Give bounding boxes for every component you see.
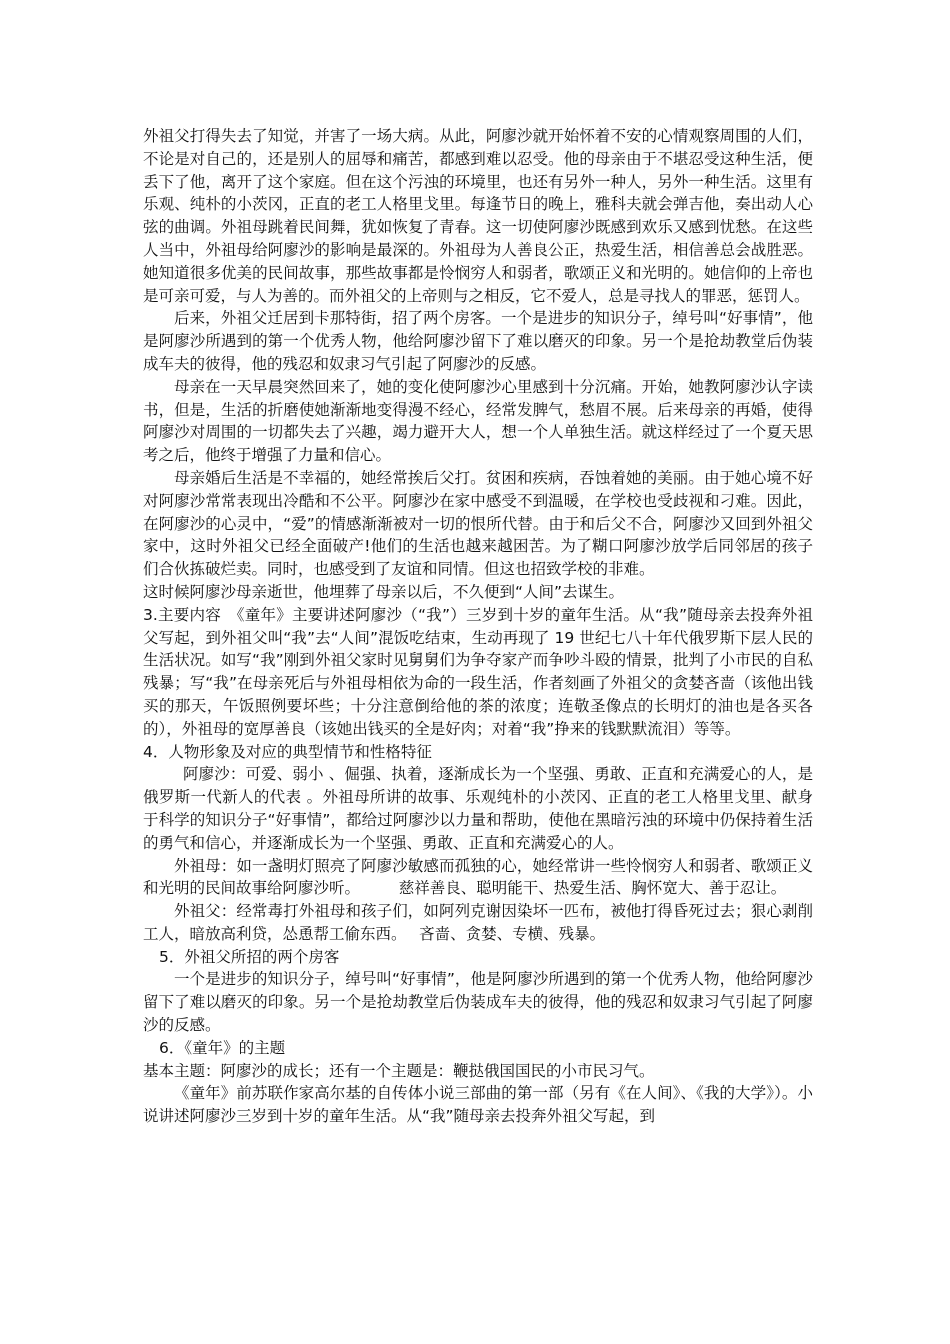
paragraph-5: 这时候阿廖沙母亲逝世，他埋葬了母亲以后，不久便到“人间”去谋生。 [143, 582, 625, 601]
section-4-heading: 4．人物形象及对应的典型情节和性格特征 [143, 742, 432, 761]
paragraph-2: 后来，外祖父迁居到卡那特街，招了两个房客。一个是进步的知识分子，绰号叫“好事情”，他是阿廖沙所遇到的第一个优秀人物，他给阿廖沙留下了难以磨灭的印象。另一个是抢劫教堂后伪装成车夫的彼得，他的残忍和奴隶习气引起了阿廖沙的反感。 [143, 309, 813, 373]
childhood-intro: 《童年》前苏联作家高尔基的自传体小说三部曲的第一部（另有《在人间》、《我的大学》）。小说讲述阿廖沙三岁到十岁的童年生活。从“我”随母亲去投奔外祖父写起，到 [143, 1084, 813, 1126]
tenants-paragraph: 一个是进步的知识分子，绰号叫“好事情”，他是阿廖沙所遇到的第一个优秀人物，他给阿廖沙留下了难以磨灭的印象。另一个是抢劫教堂后伪装成车夫的彼得，他的残忍和奴隶习气引起了阿廖沙的反感。 [143, 970, 813, 1035]
basic-theme: 基本主题：阿廖沙的成长；还有一个主题是：鞭挞俄国国民的小市民习气。 [143, 1061, 655, 1080]
paragraph-3: 母亲在一天早晨突然回来了，她的变化使阿廖沙心里感到十分沉痛。开始，她教阿廖沙认字读书，但是，生活的折磨使她渐渐地变得漫不经心，经常发脾气，愁眉不展。后来母亲的再婚，使得阿廖沙对周围的一切都失去了兴趣，竭力避开大人，想一个人单独生活。就这样经过了一个夏天思考之后，他终于增强了力量和信心。 [143, 377, 813, 465]
paragraph-1: 外祖父打得失去了知觉，并害了一场大病。从此，阿廖沙就开始怀着不安的心情观察周围的人们，不论是对自己的，还是别人的屈辱和痛苦，都感到难以忍受。他的母亲由于不堪忍受这种生活，便丢下了他，离开了这个家庭。但在这个污浊的环境里，也还有另外一种人，另外一种生活。这里有乐观、纯朴的小茨冈，正直的老工人格里戈里。每逢节日的晚上，雅科夫就会弹吉他，奏出动人心弦的曲调。外祖母跳着民间舞，犹如恢复了青春。这一切使阿廖沙既感到欢乐又感到忧愁。在这些人当中，外祖母给阿廖沙的影响是最深的。外祖母为人善良公正，热爱生活，相信善总会战胜恶。她知道很多优美的民间故事，那些故事都是怜悯穷人和弱者，歌颂正义和光明的。她信仰的上帝也是可亲可爱，与人为善的。而外祖父的上帝则与之相反，它不爱人，总是寻找人的罪恶，惩罚人。 [143, 127, 813, 305]
character-grandmother: 外祖母：如一盏明灯照亮了阿廖沙敏感而孤独的心，她经常讲一些怜悯穷人和弱者、歌颂正义和光明的民间故事给阿廖沙听。 慈祥善良、聪明能干、热爱生活、胸怀宽大、善于忍让。 [143, 856, 813, 898]
document-page [143, 125, 813, 1128]
character-grandfather: 外祖父：经常毒打外祖母和孩子们，如阿列克谢因染坏一匹布，被他打得昏死过去；狠心剥削工人，暗放高利贷，怂恿帮工偷东西。 吝啬、贪婪、专横、残暴。 [143, 902, 813, 943]
section-5-heading: 5．外祖父所招的两个房客 [159, 947, 340, 966]
character-alyosha: 阿廖沙：可爱、弱小 、倔强、执着，逐渐成长为一个坚强、勇敢、正直和充满爱心的人，是俄罗斯一代新人的代表 。外祖母所讲的故事、乐观纯朴的小茨冈、正直的老工人格里戈里、献身于科学的知识分子“好事情”，都给过阿廖沙以力量和帮助，使他在黑暗污浊的环境中仍保持着生活的勇气和信心，并逐渐成长为一个坚强、勇敢、正直和充满爱心的人。 [143, 765, 813, 852]
section-6-heading: 6．《童年》的主题 [159, 1038, 286, 1057]
paragraph-4: 母亲婚后生活是不幸福的，她经常挨后父打。贫困和疾病，吞蚀着她的美丽。由于她心境不好对阿廖沙常常表现出冷酷和不公平。阿廖沙在家中感受不到温暖，在学校也受歧视和刁难。因此，在阿廖沙的心灵中，“爱”的情感渐渐被对一切的恨所代替。由于和后父不合，阿廖沙又回到外祖父家中，这时外祖父已经全面破产!他们的生活也越来越困苦。为了糊口阿廖沙放学后同邻居的孩子们合伙拣破烂卖。同时，也感受到了友谊和同情。但这也招致学校的非难。 [143, 468, 813, 579]
section-3-main-content: 3.主要内容 《童年》主要讲述阿廖沙（“我”）三岁到十岁的童年生活。从“我”随母亲去投奔外祖父写起，到外祖父叫“我”去“人间”混饭吃结束，生动再现了 19 世纪七八十年代俄罗斯下层人民的生活状况。如写“我”刚到外祖父家时见舅舅们为争夺家产而争吵斗殴的情景，批判了小市民的自私残暴；写“我”在母亲死后与外祖母相依为命的一段生活，作者刻画了外祖父的贪婪吝啬（该他出钱买的那天，午饭照例要坏些；十分注意倒给他的茶的浓度；连敬圣像点的长明灯的油也是各买各的），外祖母的宽厚善良（该她出钱买的全是好肉；对着“我”挣来的钱默默流泪）等等。 [143, 605, 813, 738]
